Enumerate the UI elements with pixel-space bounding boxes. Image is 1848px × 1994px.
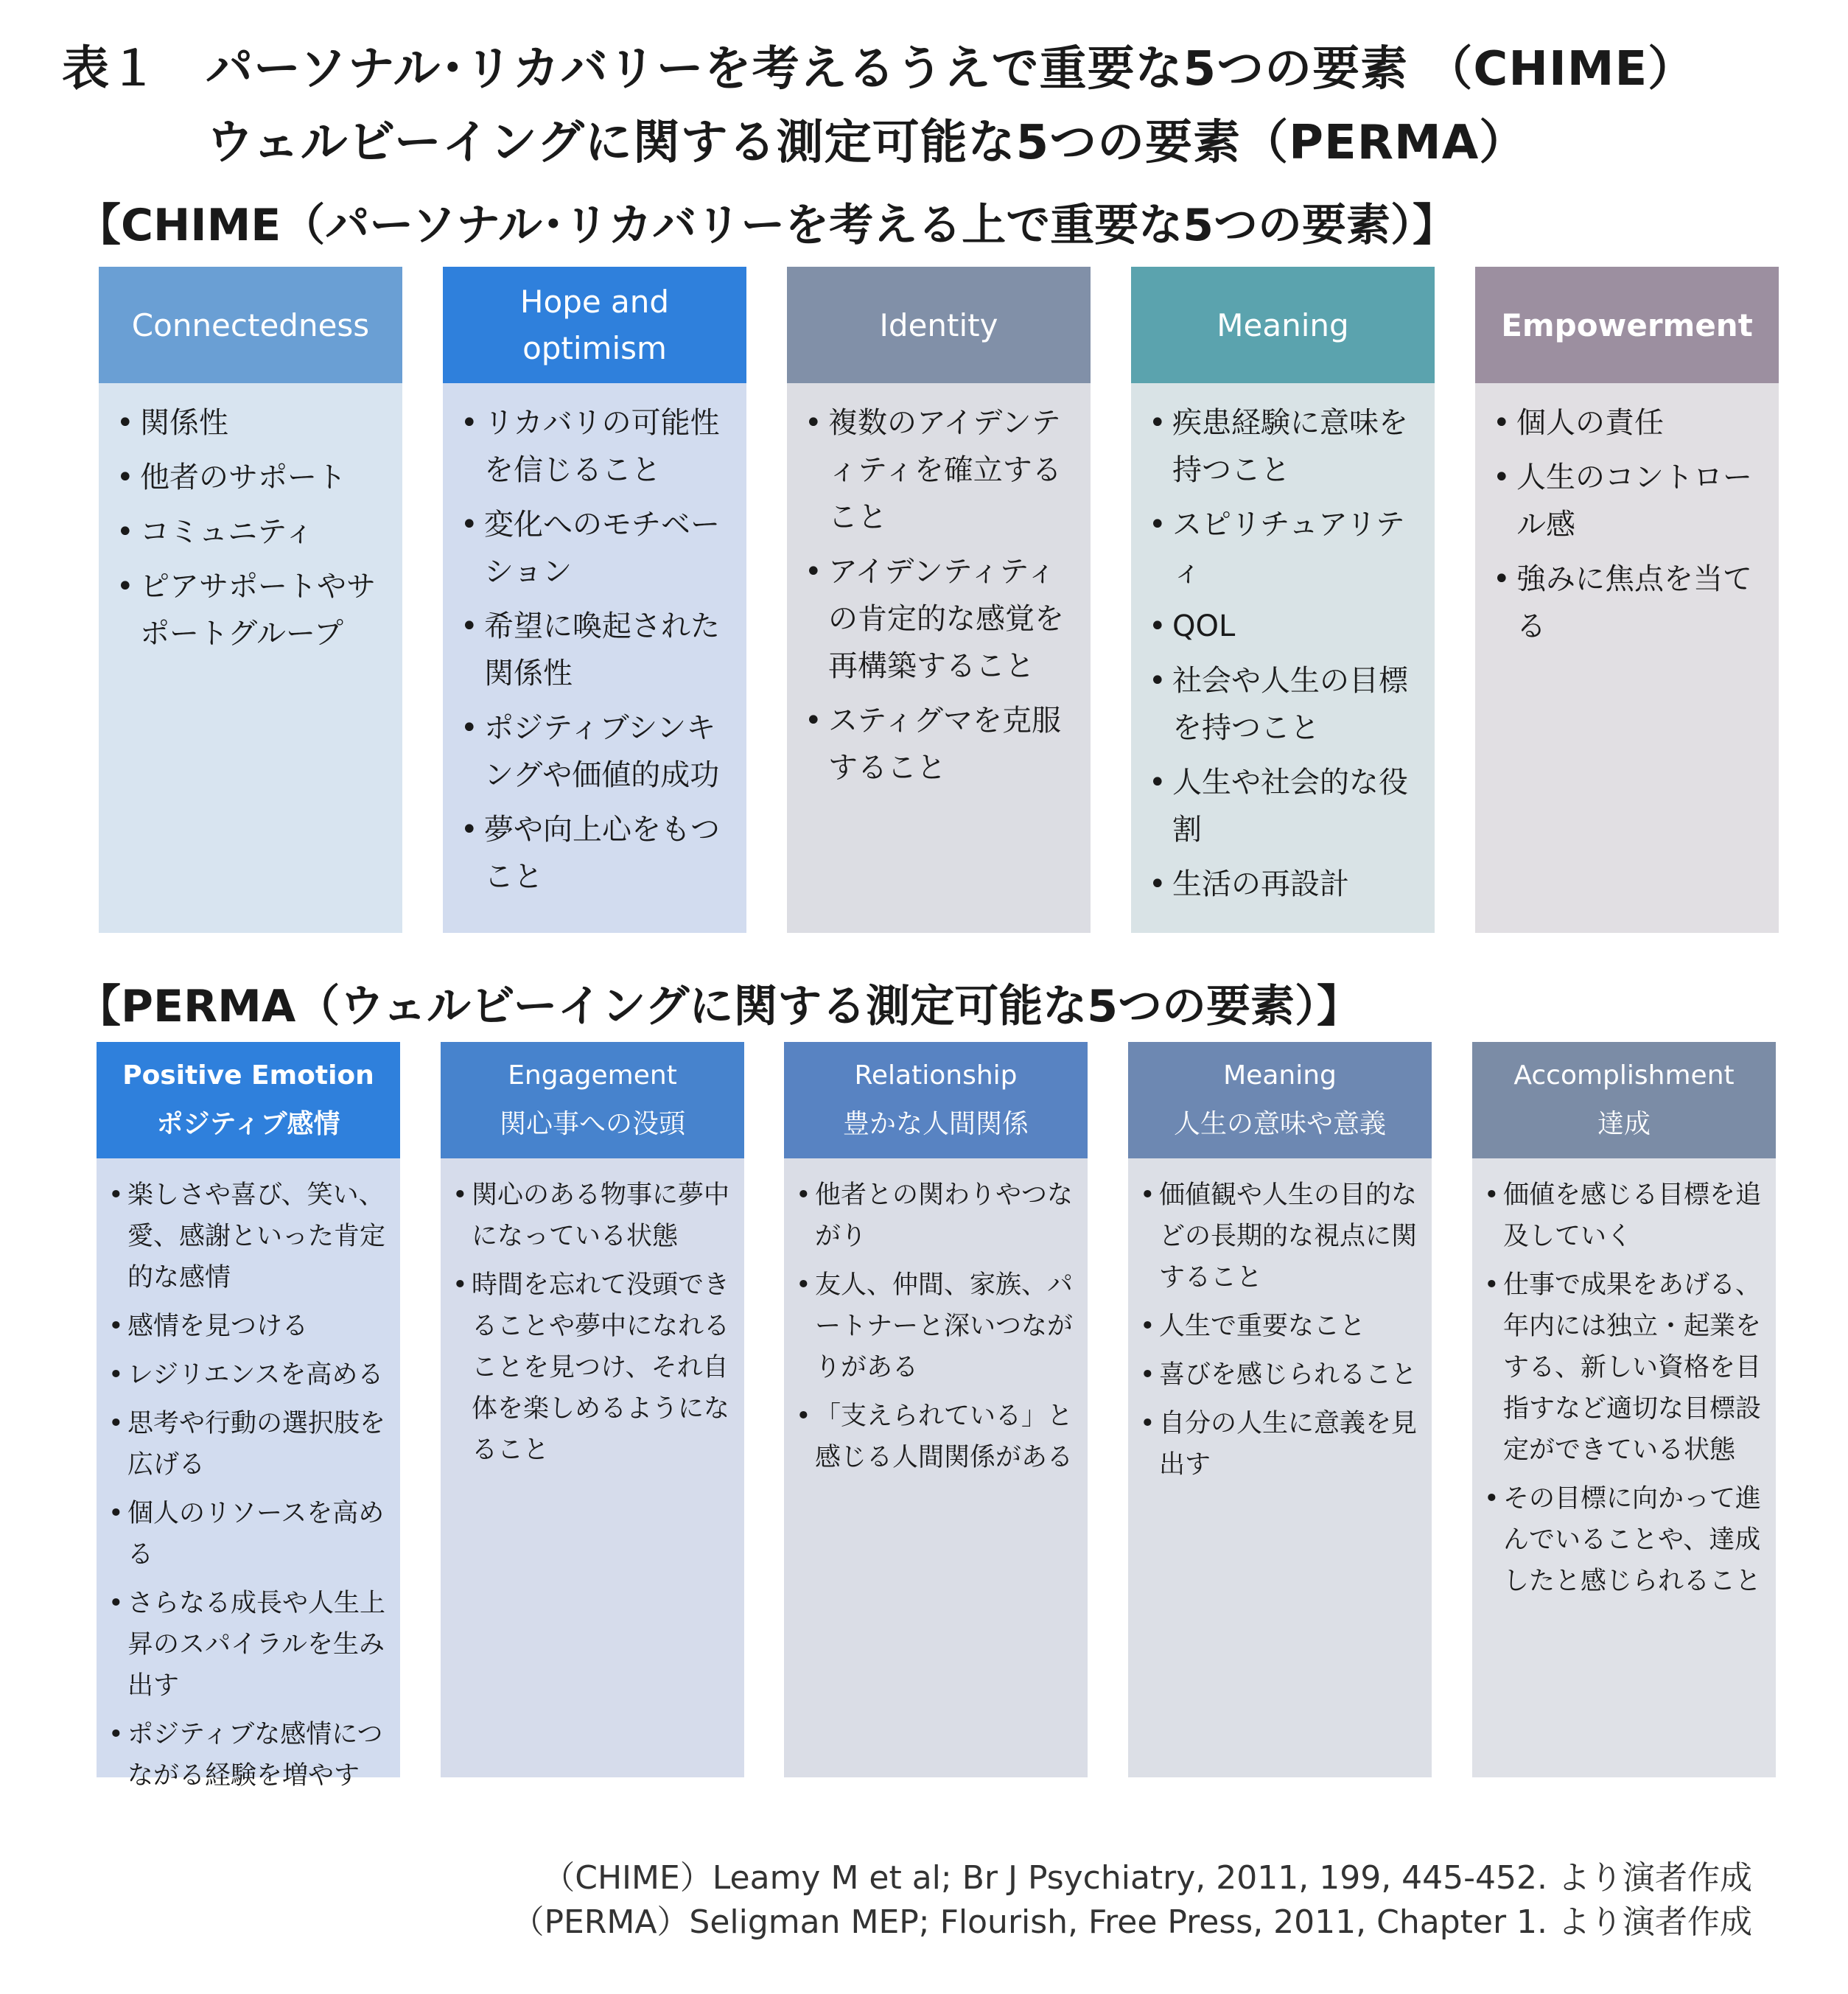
list-item: • 関心のある物事に夢中になっている状態 (451, 1175, 734, 1257)
chime-item-list (459, 399, 733, 900)
chime-column-body (99, 383, 402, 933)
perma-section-heading: 【PERMA（ウェルビーイングに関する測定可能な5つの要素）】 (77, 981, 1362, 1032)
chime-column-body (787, 383, 1091, 933)
chime-column-title: Connectedness (131, 307, 370, 343)
list-item: • 社会や人生の目標を持つこと (1147, 657, 1421, 752)
perma-column-body (1472, 1158, 1776, 1777)
chime-column-5 (1475, 267, 1779, 933)
chime-column-title: Identity (879, 307, 998, 343)
chime-column-header (787, 267, 1091, 383)
list-item: • 喜びを感じられること (1138, 1354, 1421, 1396)
chime-column-4 (1131, 267, 1435, 933)
list-item: • QOL (1147, 603, 1421, 650)
perma-column-subtitle: 豊かな人間関係 (842, 1109, 1029, 1139)
title-line-2: ウェルビーイングに関する測定可能な5つの要素（PERMA） (206, 116, 1527, 170)
perma-item-list (794, 1175, 1077, 1478)
list-item: • スピリチュアリティ (1147, 501, 1421, 595)
list-item: • 希望に喚起された関係性 (459, 603, 733, 697)
citation-perma: （PERMA）Seligman MEP; Flourish, Free Press, 2011, Chapter 1. より演者作成 (511, 1903, 1752, 1941)
list-item: • ポジティブシンキングや価値的成功 (459, 704, 733, 799)
perma-item-list (107, 1175, 390, 1797)
chime-column-2 (443, 267, 746, 933)
chime-column-header (443, 267, 746, 383)
perma-column-title: Engagement (508, 1060, 677, 1091)
perma-column-subtitle: 達成 (1597, 1109, 1651, 1139)
list-item: • 人生のコントロール感 (1491, 454, 1765, 548)
list-item: • 他者との関わりやつながり (794, 1175, 1077, 1257)
list-item: • 夢や向上心をもつこと (459, 806, 733, 900)
list-item: • コミュニティ (115, 508, 389, 556)
list-item: • 「支えられている」と感じる人間関係がある (794, 1396, 1077, 1478)
list-item: • 価値を感じる目標を追及していく (1483, 1175, 1765, 1257)
perma-column-title: Positive Emotion (122, 1060, 374, 1091)
list-item: • 時間を忘れて没頭できることや夢中になれることを見つけ、それ自体を楽しめるようになること (451, 1264, 734, 1471)
perma-column-header (1472, 1042, 1776, 1158)
list-item: • 思考や行動の選択肢を広げる (107, 1403, 390, 1486)
chime-column-3 (787, 267, 1091, 933)
perma-column-title: Meaning (1223, 1060, 1337, 1091)
chime-item-list (1147, 399, 1421, 908)
list-item: • リカバリの可能性を信じること (459, 399, 733, 494)
list-item: • アイデンティティの肯定的な感覚を再構築すること (803, 548, 1077, 690)
list-item: • 生活の再設計 (1147, 861, 1421, 908)
perma-column-body (441, 1158, 744, 1777)
perma-item-list (1138, 1175, 1421, 1486)
list-item: • 他者のサポート (115, 454, 389, 501)
list-item: • 楽しさや喜び、笑い、愛、感謝といった肯定的な感情 (107, 1175, 390, 1298)
list-item: • 個人のリソースを高める (107, 1493, 390, 1575)
perma-column-body (1128, 1158, 1432, 1777)
list-item: • 人生で重要なこと (1138, 1306, 1421, 1347)
chime-column-body (1475, 383, 1779, 933)
perma-column-header (441, 1042, 744, 1158)
perma-column-subtitle: ポジティブ感情 (156, 1109, 340, 1139)
chime-item-list (115, 399, 389, 657)
list-item: • 強みに焦点を当てる (1491, 556, 1765, 650)
perma-column-title: Accomplishment (1513, 1060, 1735, 1091)
list-item: • 感情を見つける (107, 1306, 390, 1347)
perma-column-title: Relationship (854, 1060, 1018, 1091)
list-item: • 変化へのモチベーション (459, 501, 733, 595)
list-item: • 人生や社会的な役割 (1147, 759, 1421, 853)
list-item: • その目標に向かって進んでいることや、達成したと感じられること (1483, 1478, 1765, 1602)
list-item: • 友人、仲間、家族、パートナーと深いつながりがある (794, 1264, 1077, 1388)
chime-column-header (1475, 267, 1779, 383)
chime-column-body (443, 383, 746, 933)
chime-column-header (99, 267, 402, 383)
chime-item-list (1491, 399, 1765, 650)
chime-column-title: Hope and (519, 284, 670, 320)
list-item: • スティグマを克服すること (803, 697, 1077, 791)
perma-column-subtitle: 関心事への没頭 (499, 1109, 685, 1139)
perma-item-list (1483, 1175, 1765, 1602)
perma-column-1 (97, 1042, 400, 1791)
chime-column-body (1131, 383, 1435, 933)
chime-column-1 (99, 267, 402, 933)
list-item: • ポジティブな感情につながる経験を増やす (107, 1714, 390, 1797)
chime-column-title: Meaning (1217, 307, 1349, 343)
list-item: • ピアサポートやサポートグループ (115, 563, 389, 657)
chime-column-header (1131, 267, 1435, 383)
list-item: • 関係性 (115, 399, 389, 447)
chime-item-list (803, 399, 1077, 791)
perma-column-subtitle: 人生の意味や意義 (1173, 1109, 1386, 1139)
perma-column-body (784, 1158, 1088, 1777)
list-item: • 自分の人生に意義を見出す (1138, 1403, 1421, 1486)
title-line-1: 表１ パーソナル･リカバリーを考えるうえで重要な5つの要素 （CHIME） (62, 42, 1696, 97)
perma-column-3 (784, 1042, 1088, 1777)
citation-chime: （CHIME）Leamy M et al; Br J Psychiatry, 2011, 199, 445-452. より演者作成 (542, 1859, 1752, 1897)
perma-column-5 (1472, 1042, 1776, 1777)
perma-column-header (97, 1042, 400, 1158)
list-item: • 価値観や人生の目的などの長期的な視点に関すること (1138, 1175, 1421, 1298)
chime-section-heading: 【CHIME（パーソナル･リカバリーを考える上で重要な5つの要素）】 (77, 200, 1457, 251)
list-item: • さらなる成長や人生上昇のスパイラルを生み出す (107, 1583, 390, 1707)
list-item: • レジリエンスを高める (107, 1354, 390, 1396)
perma-column-body (97, 1158, 400, 1791)
list-item: • 複数のアイデンティティを確立すること (803, 399, 1077, 541)
list-item: • 疾患経験に意味を持つこと (1147, 399, 1421, 494)
list-item: • 個人の責任 (1491, 399, 1765, 447)
perma-column-header (1128, 1042, 1432, 1158)
list-item: • 仕事で成果をあげる、年内には独立・起業をする、新しい資格を目指すなど適切な目標設定ができている状態 (1483, 1264, 1765, 1471)
perma-column-4 (1128, 1042, 1432, 1777)
perma-item-list (451, 1175, 734, 1471)
chime-column-title: Empowerment (1501, 307, 1753, 343)
chime-column-title-line2: optimism (522, 330, 667, 366)
perma-column-2 (441, 1042, 744, 1777)
perma-column-header (784, 1042, 1088, 1158)
